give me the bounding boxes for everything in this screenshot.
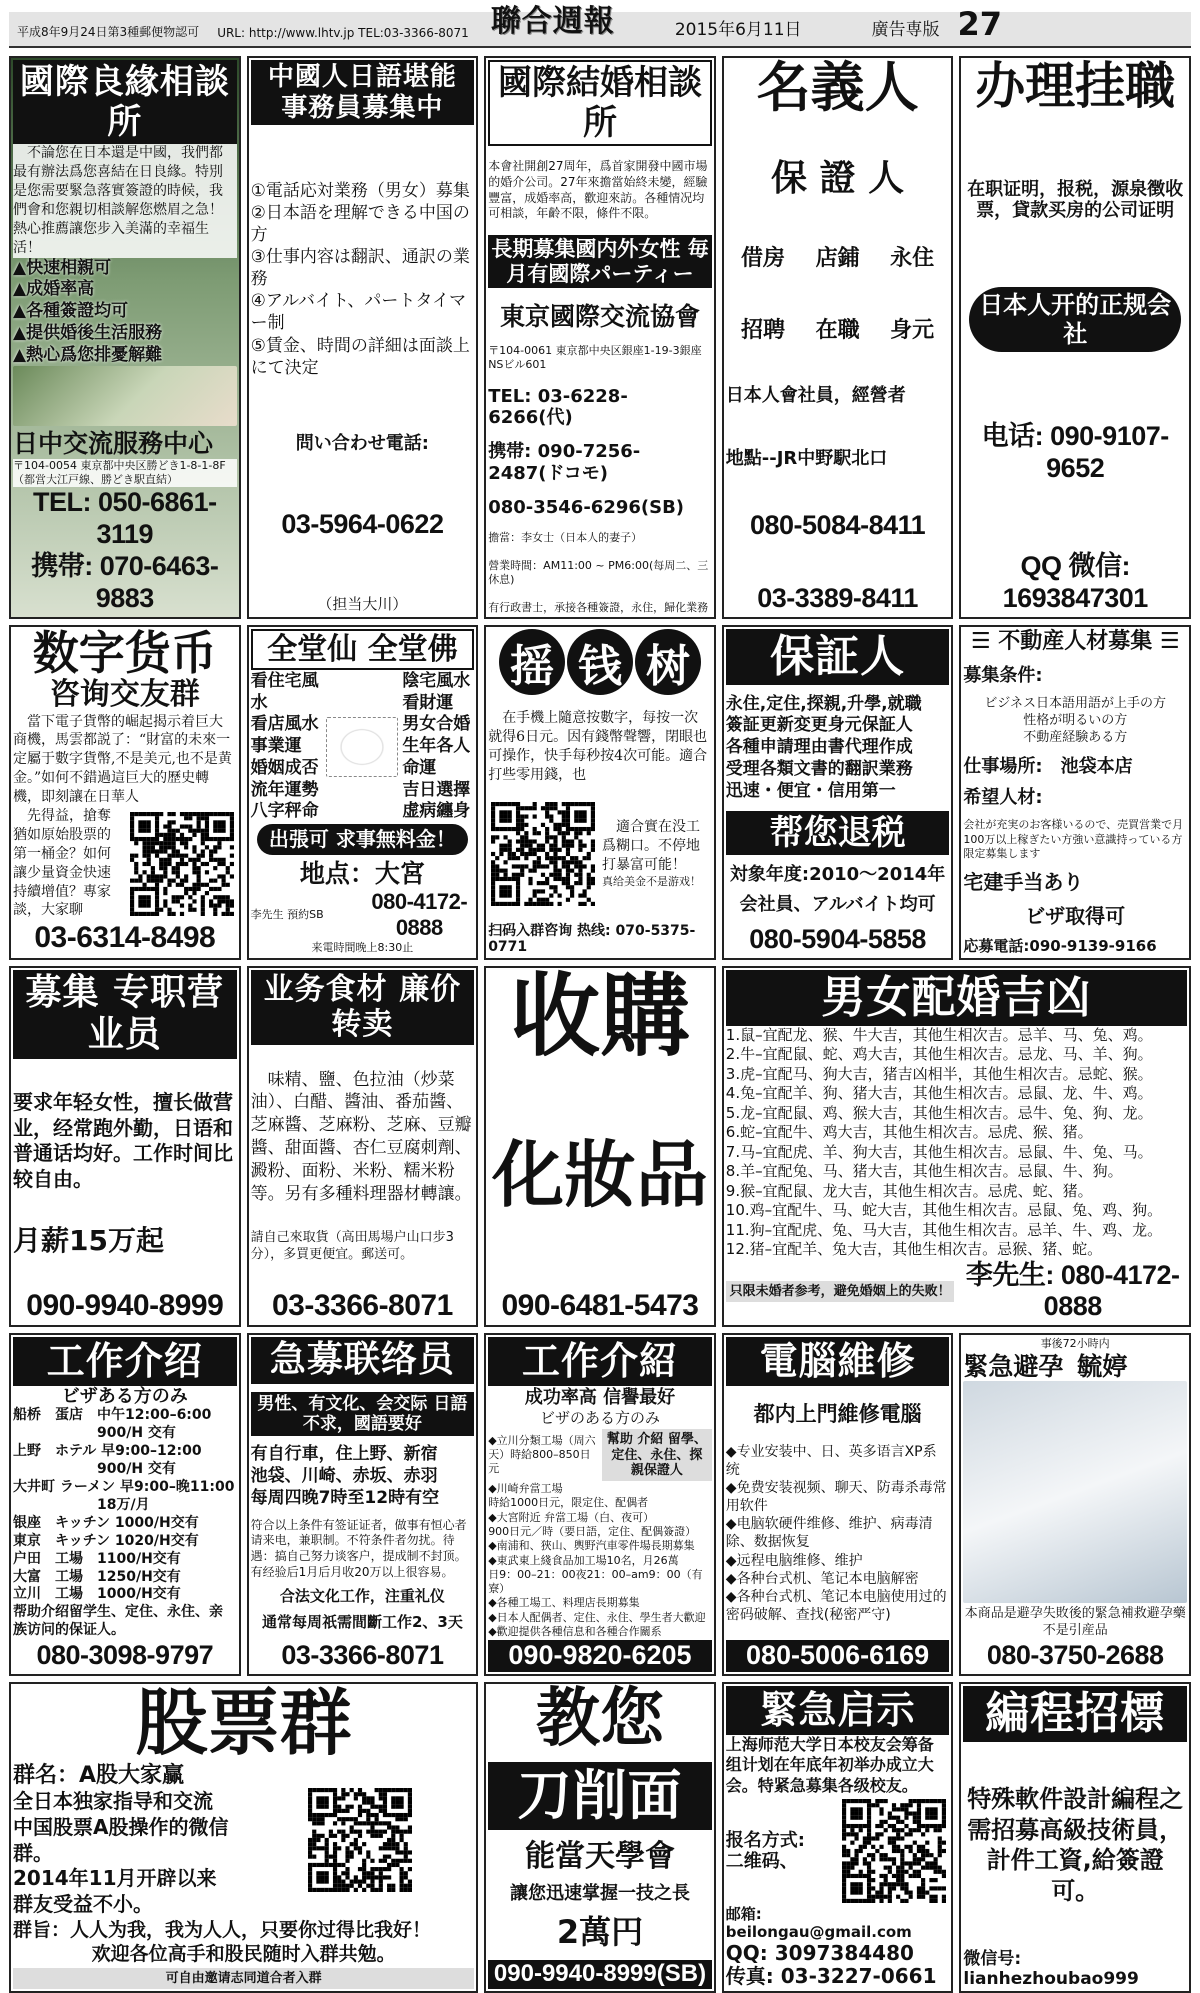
ad-title: 中國人日語堪能 事務員募集中 [251,60,475,125]
phone-number: TEL: 050-6861-3119 [33,487,217,550]
ad-text: ◆立川分類工場（周六天）時給800–850日元 [488,1433,596,1476]
phone-number: 携帯: 070-6463-9883 [31,551,219,613]
title-char: 招聘 [741,318,786,344]
list-item: 900日元／時（要日語，定住、配偶簽證） [488,1524,697,1538]
ad-headline: 教您 [535,1682,664,1757]
ad-text [13,1090,237,1192]
phone-number: 080-3098-9797 [36,1640,214,1671]
list-item: 立川 工場 1000/H交有 [13,1586,181,1603]
fengshui-ad [247,625,479,960]
phone-number: 03-5964-0622 [281,508,444,539]
list-item: 看財運 [402,692,454,713]
job-intro-ad-1 [9,1333,241,1676]
list-item: 上野 ホテル 早9:00–12:00 [13,1443,202,1460]
ad-text [488,1482,712,1639]
ad-text: 地點--JR中野駅北口 [725,447,888,469]
ad-text: QQ: 3097384480 [725,1940,914,1965]
ad-banner: 長期募集國内外女性 毎月有國際パーティー [488,235,712,289]
ad-text: 真给美金不是游戏！ [602,874,701,888]
ad-badge: 出張可 求事無料金！ [257,824,469,856]
ad-text: 欢迎各位高手和股民随时入群共勉。 [91,1943,396,1966]
ad-columns [488,799,712,909]
list-item: ◆各种台式机、笔记本电脑解密 [725,1570,919,1587]
list-item: 生年各人命運 [402,736,471,778]
money-tree-ad [484,625,716,960]
ad-title: 刀削面 [488,1762,712,1830]
list-item: 1.鼠–宜配龙、猴、牛大吉，其他生相次吉。忌羊、马、兔、鸡。 [725,1025,1153,1044]
ad-photo [13,366,237,426]
list-item: ◆東武東上綫食品加工場10名，月26萬 [488,1553,679,1567]
list-item: 永住,定住,探親,升學,就職 [725,693,922,714]
ad-text: 適合實在没工爲糊口。不停地打暴富可能！ [602,819,700,873]
ad-text: 保 證 人 [771,157,905,199]
phone-number: 080-3750-2688 [986,1640,1164,1671]
list-item: ◆电脑软硬件维修、维护、病毒清除、数据恢复 [725,1516,933,1551]
list-item: ④アルバイト、パートタイマー制 [250,291,467,334]
title-char: 摇 [499,629,565,695]
list-item: 有自行車，住上野、新宿 [250,1444,438,1465]
ad-text: 扫码入群咨询 热线: 070-5375-0771 [488,922,696,956]
ad-banner: 帮您退税 [726,811,950,855]
list-item: 10.鸡–宜配牛、马、蛇大吉，其他生相次吉。忌鼠、兔、鸡、狗。 [725,1201,1163,1220]
food-material-ad [247,966,479,1328]
list-item: 群友受益不小。 [13,1891,153,1916]
ad-text: 二维码、 [725,1851,798,1873]
ad-columns [251,671,475,823]
ad-title: 國際良緣相談所 [13,60,237,144]
ad-text: 地点：大宮 [299,858,425,888]
qr-code [491,802,595,906]
service-row [726,241,950,272]
ad-text: 都内上門維修電腦 [753,1401,922,1426]
ad-text: 事後72小時内 [1040,1337,1110,1351]
guarantor-name-ad [722,56,954,619]
list-item: 事業運 [250,736,302,757]
ad-text [251,180,475,379]
list-item: 時給1000日元，限定住、配偶者 [488,1496,649,1510]
ad-text: 〒104-0061 東京都中央区銀座1-19-3銀座NSビル601 [488,344,702,372]
intl-matchmaking-ad [9,56,241,619]
ad-headline: 办理挂職 [975,57,1176,115]
ad-text [402,671,474,823]
liaison-recruit-ad [247,1333,479,1676]
ad-banner: 男性、有文化、会交际 日語不求，國語要好 [251,1392,475,1436]
list-item: 12.猪–宜配羊、兔大吉，其他生相次吉。忌猴、猪、蛇。 [725,1240,1103,1259]
list-item: 每周四晚7時至12時有空 [250,1487,440,1508]
qr-code [130,812,234,916]
ad-text: 会社が充実のお客様いるので、売買営業で月100万以上稼ぎたい方強い意識持っている方限定募集します [963,818,1184,860]
ad-text: 日本人會社員，經營者 [725,385,906,407]
zodiac-match-ad [722,966,1191,1328]
list-item: 各種申請理由書代理作成 [725,737,913,757]
issue-date: 2015年6月11日 [674,20,802,40]
ad-headline: 名義人 [756,56,919,119]
ad-badge: 日本人开的正规会社 [969,287,1181,352]
ad-headline: 收購 [509,963,690,1069]
intl-marriage-ad [484,56,716,619]
list-item: 特殊軟件設計編程之需招募高級技術員，計件工資,給簽證可。 [967,1784,1184,1906]
phone-number: 03-3389-8411 [757,582,918,613]
ad-text: 味精、鹽、色拉油（炒菜油）、白醋、醬油、番茄醬、芝麻醬、芝麻粉、芝麻、豆瓣醬、甜面醬、杏仁豆腐刺劑、澱粉、面粉、米粉、糯米粉等。另有多種料理器材轉讓。 [250,1069,472,1205]
list-item: 中国股票A股操作的微信群。 [13,1814,229,1865]
ad-text: 能當天學會 [524,1839,675,1875]
list-item: 6.蛇–宜配牛、鸡大吉，其他生相次吉。忌虎、猴、猪。 [725,1123,1093,1142]
programming-bid-ad [959,1682,1191,1993]
ad-text: 会社員、アルバイト均可 [739,893,936,915]
phone-number: 090-6481-5473 [501,1288,699,1322]
emergency-contraceptive-ad [959,1333,1191,1676]
phone-number: QQ 微信: 1693847301 [1002,551,1148,613]
ad-text: 咨询交友群 [49,677,200,713]
list-item: ▲熱心爲您排憂解難 [13,344,163,365]
ad-text: 緊急避孕 [963,1351,1064,1381]
ad-title: 募集 专职营业员 [13,970,237,1059]
ad-text: 仕事場所: 池袋本店 [963,756,1133,778]
ad-title: 全堂仙 全堂佛 [251,629,475,670]
list-item: ②日本語を理解できる中国の方 [250,202,470,246]
qr-code [842,1799,946,1903]
guarantor-tax-ad [722,625,954,960]
ad-text: 邮箱: beilongau@gmail.com [725,1905,912,1941]
list-item: ①電話応対業務（男女）募集 [250,180,470,201]
job-intro-ad-2 [484,1333,716,1676]
title-char: 店鋪 [815,246,860,272]
list-item: 8.羊–宜配兔、马、猪大吉，其他生相次吉。忌鼠、牛、狗。 [725,1162,1123,1181]
title-char: 借房 [741,246,786,272]
ad-title: 編程招標 [963,1686,1187,1742]
title-char: 钱 [567,629,633,695]
ad-text: ビザのある方のみ [539,1409,660,1427]
list-item: ◆大宮附近 弁當工場（白、夜可） [488,1510,655,1524]
company-affiliation-ad [959,56,1191,619]
ad-title: 急募联络员 [251,1337,475,1383]
ad-headline: 股票群 [135,1681,352,1766]
list-item: 大井町 ラーメン 早9:00–晚11:00 [13,1479,235,1496]
ad-text: 応募電話:090-9139-9166 [963,937,1157,955]
list-item: ▲成婚率高 [13,279,95,300]
phone-number: 080-5084-8411 [750,510,926,540]
ad-text [963,696,1187,747]
cosmetics-purchase-ad [484,963,716,1328]
ad-text [13,258,237,367]
ad-text: 通常每周祇需間斷工作2、3天 [261,1613,463,1632]
ad-text: 先得益，搶奪猶如原始股票的第一桶金？如何讓少量資金快速持續增值？專家談，大家聊 [13,807,111,919]
phone-number: 03-3366-8071 [281,1640,444,1671]
ad-text: 本會社開創27周年，爲首家開發中國市場的婚介公司。27年來擔當始終未變，經驗豐富，成婚率高，歡迎來訪。各種情况均可相談，年齡不限，條件不限。 [488,159,708,221]
alumni-notice-ad [722,1682,954,1993]
list-item: 迅速・便宜・信用第一 [725,780,896,801]
list-item: 八字秤命 [250,801,319,822]
ad-text: 李先生 預約SB [250,907,324,921]
list-item: 日9：00–21：00夜21：00–am9：00（有寮） [488,1567,703,1596]
ad-text: 問い合わせ電話: [295,433,429,455]
list-item: ③仕事内容は翻訳、通訳の業務 [250,247,470,290]
ad-text: 2萬円 [556,1912,644,1951]
list-item: ▲提供婚後生活服務 [13,322,163,343]
ad-text: 来電時間晚上8:30止 [311,941,414,955]
ad-text: 希望人材: [963,787,1043,809]
ad-columns [963,1352,1187,1382]
ad-text: 日中交流服務中心 [13,429,214,459]
ad-title: 保証人 [726,629,950,685]
noodle-class-ad [484,1682,716,1993]
list-item: 7.马–宜配虎、羊、狗大吉，其他生相次吉。忌鼠、牛、兔、马。 [725,1142,1153,1161]
list-item: 户田 工場 1100/H交有 [13,1550,181,1567]
ad-text: 080-3546-6296(SB) [488,497,685,519]
ad-text: 群名：A股大家赢 [13,1763,185,1789]
ad-headline: 化妝品 [491,1133,708,1218]
ad-columns [726,1796,950,1906]
digital-currency-ad [9,625,241,960]
list-item: ◆川崎弁當工場 [488,1482,563,1496]
list-item: 池袋、川崎、赤坂、赤羽 [250,1466,438,1487]
ad-text: 微信号: lianhezhoubao999 [963,1948,1139,1989]
title-char: 永住 [890,246,935,272]
ad-text: 群旨：人人为我，我为人人，只要你过得比我好！ [13,1919,432,1942]
ad-text: 只限未婚者参考，避免婚姻上的失败！ [726,1281,955,1302]
list-item: 性格が明るいの方 [1023,712,1128,728]
list-item: 2014年11月开辟以来 [13,1866,217,1891]
ad-text: ビザある方のみ [61,1386,188,1408]
ad-text [726,1735,950,1796]
page-header [9,0,1191,48]
list-item: 陰宅風水 [402,670,471,691]
ad-text: 擔當：李女士（日本人的妻子） [488,531,643,545]
ad-text: （担当大川） [317,595,408,614]
list-item: ◆专业安装中、日、英多语言XP系统 [725,1443,937,1478]
list-item: ◆免费安装视频、聊天、防毒杀毒常用软件 [725,1479,947,1515]
circled-title [488,629,712,695]
list-item: ◆远程电脑维修、维护 [725,1552,863,1569]
ad-text: 合法文化工作，注重礼仪 [279,1587,445,1606]
title-char: 在職 [815,318,860,344]
ad-text: 在手機上隨意按數字，每按一次就得6日元。因有錢幣聲響，閉眼也可操作，快手每秒按4次可能。適合打些零用錢，也 [488,709,708,783]
ad-text: 請自己來取貨（高田馬場户山口步3分），多買更便宜。郵送可。 [250,1230,454,1263]
ad-photo [963,1381,1187,1603]
ad-columns [13,807,237,920]
ad-text: 本商品是避孕失敗後的緊急補救避孕藥 [964,1606,1186,1622]
phone-number: 090-9940-8999 [26,1288,224,1322]
ad-text: 幫助 介紹 留學、定住、永住、探親保證人 [602,1429,712,1481]
ad-text: ビザ取得可 [1025,903,1126,928]
ad-title: 國際結婚相談所 [488,60,712,146]
ad-text: 不論您在日本還是中國，我們都最有辦法爲您喜結在日良緣。特別是您需要緊急落實簽證的時候，我們會和您親切相談解您燃眉之急！熱心推薦讓您步入美滿的幸福生活！ [13,144,237,257]
ad-columns [488,1429,712,1481]
ad-columns [251,889,475,941]
list-item: 900/H 交有 [13,1461,176,1478]
title-char: 身元 [890,318,935,344]
ad-title: 電腦維修 [726,1337,950,1386]
real-estate-recruit-ad [959,625,1191,960]
list-item: 簽証更新変更身元保証人 [725,715,913,736]
pc-repair-ad [722,1333,954,1676]
ad-text: 可自由邀请志同道合者入群 [13,1968,474,1989]
list-item: 帮助介绍留学生、定住、永住、亲族访问的保证人。 [13,1604,223,1639]
list-item: 18万/月 [13,1496,150,1513]
title-char: 树 [635,629,701,695]
phone-number: 03-6314-8498 [34,921,216,955]
phone-number: 080-4172-0888 [371,888,468,940]
list-item: 婚姻成否 [250,757,319,778]
list-item: ◆歡迎提供各種信息和各種合作關系 [488,1625,662,1639]
ad-text: 成功率高 信譽最好 [524,1386,676,1408]
list-item: 900/H 交有 [13,1425,176,1442]
list-item: 4.兔–宜配羊、狗、猪大吉，其他生相次吉。忌鼠、龙、牛、鸡。 [725,1084,1153,1103]
newspaper-logo: 聯合週報 [490,4,615,39]
list-item: ◆日本人配偶者、定住、永住、學生者大歡迎 [488,1610,706,1624]
ad-text [726,1443,950,1625]
phone-number: 090-9940-8999(SB) [488,1960,712,1988]
list-item: ◆南浦和、狹山、輿野汽車零件場長期募集 [488,1539,695,1553]
list-item: ⑤賃金、時間の詳細は面談上にて決定 [250,335,470,378]
phone-number: 080-5006-6169 [726,1640,950,1672]
ad-text: 対象年度:2010～2014年 [729,863,946,885]
list-item: 流年運勢 [250,779,319,800]
ads-grid [9,56,1191,1989]
ad-text: 宅建手当あり [963,870,1084,895]
service-row [726,313,950,344]
section-name: 廣告専版 [871,20,940,40]
list-item: ◆各種工場工、料理店長期募集 [488,1596,640,1610]
ad-text: TEL: 03-6228-6266(代) [488,385,628,429]
list-item: 船桥 蛋店 中午12:00–6:00 [13,1407,212,1424]
phone-number: 080-5904-5858 [749,923,926,954]
ad-text: 报名方式: [725,1830,805,1852]
list-item: ◆各种台式机、笔记本电脑使用过的密码破解、查找(秘密严守) [725,1589,947,1624]
list-item: 不動産経験ある方 [1023,729,1128,745]
ad-text [963,1784,1187,1907]
ad-text: 在职证明，报税，源泉徴收票，貸款买房的公司证明 [967,178,1184,221]
stock-group-ad [9,1682,478,1993]
list-item: 看店風水 [250,714,319,735]
contact-info: URL: http://www.lhtv.jp TEL:03-3366-8071 [217,26,469,40]
page-number: 27 [957,5,1003,43]
list-item: 要求年轻女性，擅长做营业，经常跑外勤，日语和普通话均好。工作时间比较自由。 [13,1089,233,1191]
list-item: 11.狗–宜配虎、兔、马大吉，其他生相次吉。忌羊、牛、鸡、龙。 [725,1220,1163,1239]
ad-headline: 数字货币 [32,625,217,680]
ad-text: 〒104-0054 東京都中央区勝どき1-8-1-8F（都営大江戸線、勝どき駅直結） [13,459,237,488]
list-item: 看住宅風水 [250,670,319,713]
ad-title: 男女配婚吉凶 [726,970,1187,1026]
ad-text [251,1444,475,1509]
ad-title: 业务食材 廉价转卖 [251,970,475,1045]
ad-title: 工作介绍 [13,1337,237,1386]
ad-text [726,1026,1187,1260]
ad-text: 不是引産品 [1042,1623,1108,1639]
ad-text [726,694,950,803]
ad-text: ☰ 不動産人材募集 ☰ [970,628,1180,654]
list-item: ビジネス日本語用語が上手の方 [984,695,1166,711]
list-item: 男女合婚 [402,714,471,735]
ad-photo [326,717,398,777]
phone-number: 电话: 090-9107-9652 [981,421,1169,484]
ad-text: 募集条件: [963,664,1043,686]
list-item: 受理各類文書的翻訳業務 [725,758,913,779]
ad-text: 東京國際交流協會 [499,301,700,331]
ad-text: 當下電子貨幣的崛起揭示着巨大商機，馬雲都説了：“財富的未來一定屬于數字貨幣,不是美元,也不是黄金。”如何不錯過這巨大的歷史轉機，即刻讓在日華人 [13,713,232,806]
phone-number: 李先生: 080-4172-0888 [965,1259,1180,1322]
ad-text [251,671,323,823]
list-item: 東京 キッチン 1020/H交有 [13,1532,199,1549]
list-item: 银座 キッチン 1000/H交有 [13,1514,199,1531]
ad-text: 月薪15万起 [13,1223,164,1257]
list-item: 虚病纏身 [402,801,471,822]
ad-columns [13,1763,474,1917]
list-item: 吉日選擇 [402,779,471,800]
list-item: 5.龙–宜配鼠、鸡、猴大吉，其他生相次吉。忌牛、兔、狗、龙。 [725,1103,1153,1122]
list-item: 上海师范大学日本校友会筹备组计划在年底年初举办成立大会。特紧急募集各级校友。 [725,1734,934,1795]
list-item: ▲快速相親可 [13,257,112,278]
ad-columns [726,1260,1187,1324]
ad-title: 緊急启示 [726,1686,950,1735]
ad-text: 携帯: 090-7256-2487(ドコモ) [488,441,641,484]
ad-text: 毓婷 [1077,1351,1128,1381]
list-item: 2.牛–宜配鼠、蛇、鸡大吉，其他生相次吉。忌龙、马、羊、狗。 [725,1045,1153,1064]
ad-text: 營業時間：AM11:00 ~ PM6:00(每周二、三休息) [488,558,709,587]
list-item: 全日本独家指导和交流 [13,1789,213,1814]
list-item: ▲各種簽證均可 [13,301,129,322]
list-item: 3.虎–宜配马、狗大吉，猪吉凶相半，其他生相次吉。忌蛇、猴。 [725,1064,1153,1083]
postal-permit: 平成8年9月24日第3種郵便物認可 [17,25,200,39]
list-item: 大富 工場 1250/H交有 [13,1568,181,1585]
ad-text: 讓您迅速掌握一技之長 [509,1883,690,1905]
sales-recruit-ad [9,966,241,1328]
phone-number: 090-9820-6205 [488,1640,712,1672]
ad-text: 传真: 03-3227-0661 [725,1964,937,1989]
ad-text [13,1407,237,1640]
ad-text: 符合以上条件有签证证者，做事有恒心者请来电，兼职制。不符条件者勿扰。待遇：搞自己努力谈客户，提成制不封顶。有经验后1月后月收20万以上很容易。 [250,1517,467,1579]
ad-text [13,1789,242,1917]
list-item: 9.猴–宜配鼠、龙大吉，其他生相次吉。忌虎、蛇、猪。 [725,1181,1093,1200]
phone-number: 03-3366-8071 [271,1288,453,1322]
ad-title: 工作介紹 [488,1337,712,1386]
qr-code [308,1788,412,1892]
ad-text: 有行政書士，承接各種簽證，永住，歸化業務 [488,600,709,614]
clerk-recruit-ad [247,56,479,619]
